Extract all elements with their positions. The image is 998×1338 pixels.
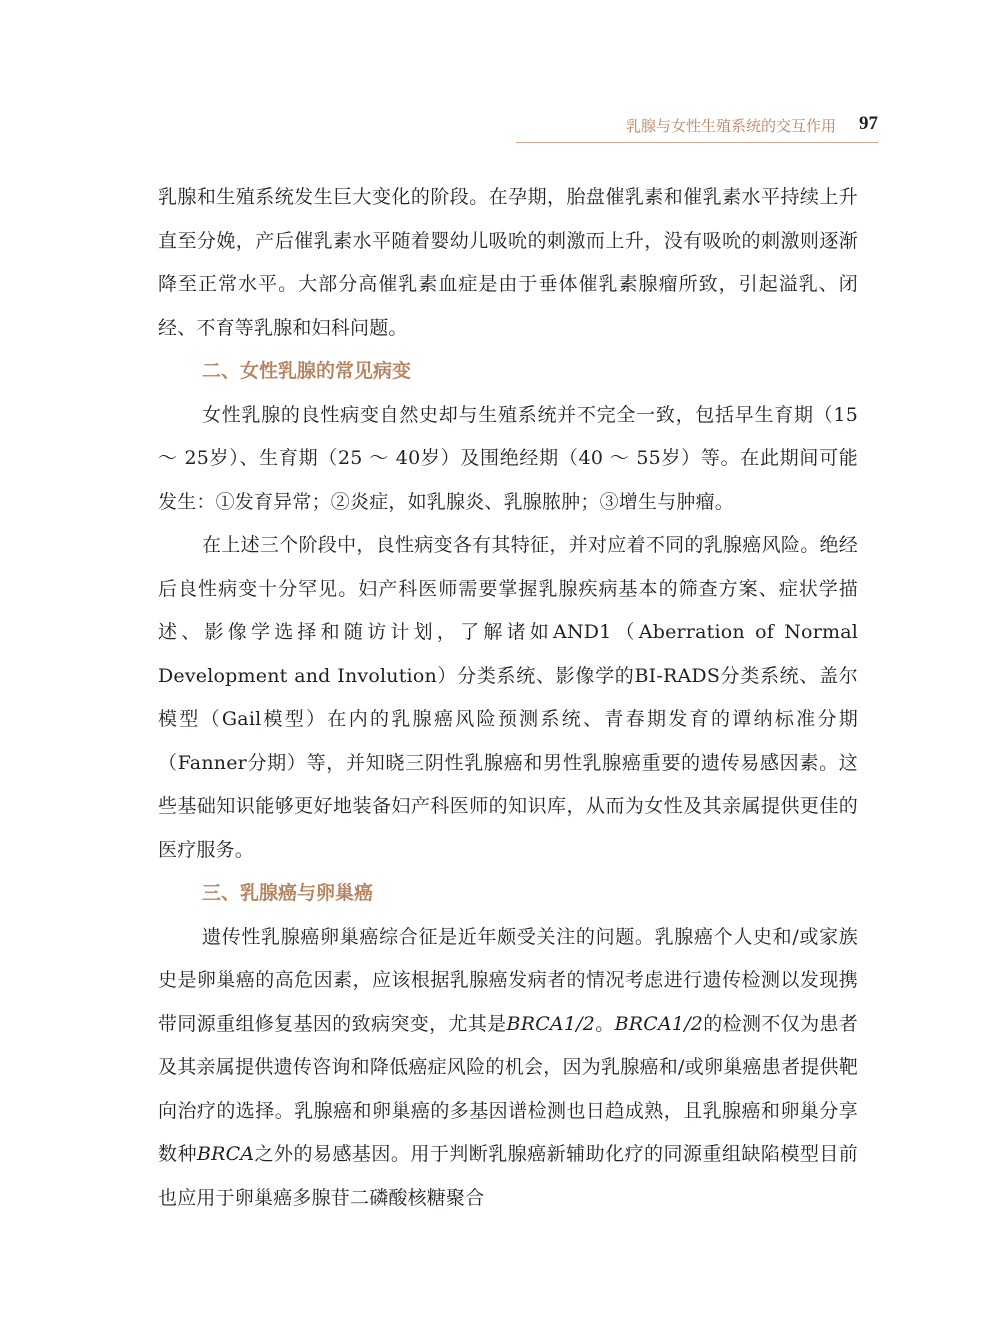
gene-name-brca: BRCA [196,1143,255,1165]
paragraph-risk-systems: 在上述三个阶段中，良性病变各有其特征，并对应着不同的乳腺癌风险。绝经后良性病变十分罕见。妇产科医师需要掌握乳腺疾病基本的筛查方案、症状学描述、影像学选择和随访计划，了解诸如AND1（Aberration of Normal Development and Involution）分类系统、影像学的BI-RADS分类系统、盖尔模型（Gail模型）在内的乳腺癌风险预测系统、青春期发育的谭纳标准分期（Fanner分期）等，并知晓三阴性乳腺癌和男性乳腺癌重要的遗传易感因素。这些基础知识能够更好地装备妇产科医师的知识库，从而为女性及其亲属提供更佳的医疗服务。 [158,534,858,861]
text-run: 之外的易感基因。用于判断乳腺癌新辅助化疗的同源重组缺陷模型目前也应用于卵巢癌多腺苷二磷酸核糖聚合 [158,1143,858,1209]
body-text [158,176,858,1220]
gene-name-brca12: BRCA1/2 [506,1012,596,1035]
text-run: 的检测不仅为患者及其亲属提供遗传咨询和降低癌症风险的机会，因为乳腺癌和/或卵巢癌患者提供靶向治疗的选择。乳腺癌和卵巢癌的多基因谱检测也日趋成熟，且乳腺癌和卵巢分享数种 [158,1012,858,1165]
text-run: 遗传性乳腺癌卵巢癌综合征是近年颇受关注的问题。乳腺癌个人史和/或家族史是卵巢癌的高危因素，应该根据乳腺癌发病者的情况考虑进行遗传检测以发现携带同源重组修复基因的致病突变，尤其是 [158,925,858,1035]
paragraph-benign-history: 女性乳腺的良性病变自然史却与生殖系统并不完全一致，包括早生育期（15 ～ 25岁）、生育期（25 ～ 40岁）及围绝经期（40 ～ 55岁）等。在此期间可能发生：①发育异常；②炎症，如乳腺炎、乳腺脓肿；③增生与肿瘤。 [158,403,858,513]
section-heading-benign-lesions: 二、女性乳腺的常见病变 [202,360,412,382]
gene-name-brca12: BRCA1/2 [614,1012,704,1035]
running-title: 乳腺与女性生殖系统的交互作用 [625,117,836,135]
paragraph-hboc [158,916,858,1221]
running-header [516,114,878,143]
page-number: 97 [859,113,878,134]
paragraph-prolactin: 乳腺和生殖系统发生巨大变化的阶段。在孕期，胎盘催乳素和催乳素水平持续上升直至分娩，产后催乳素水平随着婴幼儿吸吮的刺激而上升，没有吸吮的刺激则逐渐降至正常水平。大部分高催乳素血症是由于垂体催乳素腺瘤所致，引起溢乳、闭经、不育等乳腺和妇科问题。 [158,186,858,339]
text-run: 。 [595,1012,615,1035]
section-heading-breast-ovarian: 三、乳腺癌与卵巢癌 [202,882,374,904]
